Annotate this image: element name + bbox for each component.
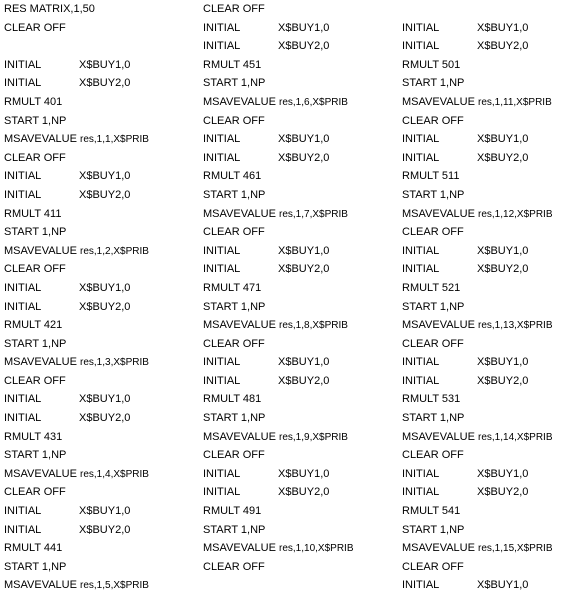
code-statement: MSAVEVALUE res,1,2,X$PRIB (4, 244, 149, 257)
code-line (4, 431, 194, 450)
code-line (203, 115, 398, 134)
code-argument: X$BUY1,0 (477, 579, 529, 592)
code-statement: START 1,NP (203, 188, 266, 201)
code-statement: RMULT 481 (203, 393, 262, 406)
code-argument: X$BUY1,0 (79, 281, 131, 294)
code-statement: RMULT 511 (402, 170, 460, 183)
code-line (4, 245, 194, 264)
code-statement: CLEAR OFF (4, 486, 66, 499)
code-line (203, 189, 398, 208)
code-statement: START 1,NP (4, 114, 67, 127)
code-argument: X$BUY2,0 (79, 77, 131, 90)
code-statement: CLEAR OFF (402, 337, 464, 350)
code-statement: INITIAL (4, 300, 42, 313)
code-statement: RES MATRIX,1,50 (4, 3, 95, 15)
code-line (4, 412, 194, 431)
code-line (4, 282, 194, 301)
code-statement: START 1,NP (402, 523, 465, 536)
code-statement: INITIAL (4, 188, 42, 201)
code-line (4, 561, 194, 580)
code-argument: X$BUY1,0 (79, 58, 131, 71)
code-line (4, 486, 194, 505)
code-line (203, 449, 398, 468)
code-statement: START 1,NP (402, 77, 465, 90)
code-line (203, 338, 398, 357)
code-line (203, 356, 398, 375)
code-statement: CLEAR OFF (402, 449, 464, 462)
code-line (402, 561, 560, 580)
code-line (402, 282, 560, 301)
code-statement: MSAVEVALUE res,1,1,X$PRIB (4, 133, 149, 146)
code-statement: RMULT 531 (402, 393, 461, 406)
code-line (4, 505, 194, 524)
code-statement: INITIAL (4, 393, 42, 406)
code-line (4, 40, 194, 59)
code-argument: X$BUY2,0 (278, 263, 330, 276)
code-line (4, 319, 194, 338)
code-line (402, 170, 560, 189)
code-line (402, 486, 560, 505)
code-line (402, 3, 560, 22)
code-argument: X$BUY1,0 (477, 21, 529, 34)
code-argument: X$BUY2,0 (477, 263, 529, 276)
code-line (4, 133, 194, 152)
code-line (203, 431, 398, 450)
code-line (402, 356, 560, 375)
code-line (402, 263, 560, 282)
code-line (402, 505, 560, 524)
code-line (4, 152, 194, 171)
code-line (402, 189, 560, 208)
code-statement: MSAVEVALUE res,1,14,X$PRIB (402, 430, 553, 443)
code-statement: START 1,NP (402, 300, 465, 313)
code-line (402, 115, 560, 134)
code-statement: CLEAR OFF (4, 151, 66, 164)
code-statement: START 1,NP (4, 560, 67, 573)
code-argument: X$BUY1,0 (79, 393, 131, 406)
code-line (402, 319, 560, 338)
code-argument: X$BUY1,0 (477, 244, 529, 257)
code-line (203, 245, 398, 264)
code-argument: X$BUY2,0 (477, 374, 529, 387)
code-statement: RMULT 491 (203, 505, 262, 518)
code-line (4, 393, 194, 412)
code-statement: INITIAL (402, 151, 440, 164)
code-statement: MSAVEVALUE res,1,15,X$PRIB (402, 542, 553, 555)
code-line (203, 208, 398, 227)
code-statement: CLEAR OFF (4, 21, 66, 34)
code-statement: INITIAL (4, 281, 42, 294)
code-argument: X$BUY2,0 (278, 151, 330, 164)
code-statement: RMULT 401 (4, 95, 63, 108)
code-statement: INITIAL (203, 151, 241, 164)
code-statement: INITIAL (4, 77, 42, 90)
code-argument: X$BUY2,0 (278, 40, 330, 53)
code-line (4, 449, 194, 468)
code-line (203, 486, 398, 505)
code-column-2 (203, 3, 398, 579)
code-statement: INITIAL (402, 40, 440, 53)
code-line (4, 338, 194, 357)
code-argument: X$BUY1,0 (278, 356, 330, 369)
code-line (402, 22, 560, 41)
code-line (203, 170, 398, 189)
code-statement: MSAVEVALUE res,1,9,X$PRIB (203, 430, 348, 443)
code-statement: RMULT 451 (203, 58, 262, 71)
code-line (402, 301, 560, 320)
code-line (4, 208, 194, 227)
code-statement: START 1,NP (4, 337, 67, 350)
code-statement: RMULT 541 (402, 505, 461, 518)
code-line (4, 356, 194, 375)
code-statement: INITIAL (203, 467, 241, 480)
code-statement: CLEAR OFF (4, 263, 66, 276)
code-argument: X$BUY1,0 (477, 467, 529, 480)
code-line (203, 22, 398, 41)
code-statement: MSAVEVALUE res,1,5,X$PRIB (4, 579, 149, 592)
code-line (402, 449, 560, 468)
code-line (4, 301, 194, 320)
code-line (203, 133, 398, 152)
code-line (4, 59, 194, 78)
code-line (402, 59, 560, 78)
code-argument: X$BUY1,0 (477, 133, 529, 146)
code-line (402, 412, 560, 431)
code-argument: X$BUY1,0 (79, 505, 131, 518)
code-line (203, 542, 398, 561)
code-statement: RMULT 521 (402, 281, 461, 294)
code-statement: MSAVEVALUE res,1,7,X$PRIB (203, 207, 348, 220)
code-statement: INITIAL (402, 374, 440, 387)
code-line (4, 226, 194, 245)
code-line (402, 524, 560, 543)
code-argument: X$BUY2,0 (477, 486, 529, 499)
code-statement: START 1,NP (402, 188, 465, 201)
code-statement: INITIAL (402, 486, 440, 499)
code-statement: INITIAL (4, 170, 42, 183)
code-statement: MSAVEVALUE res,1,6,X$PRIB (203, 95, 348, 108)
code-line (203, 505, 398, 524)
code-statement: RMULT 421 (4, 319, 63, 332)
code-column-1 (4, 3, 194, 598)
code-argument: X$BUY2,0 (79, 523, 131, 536)
code-statement: CLEAR OFF (203, 337, 265, 350)
code-statement: START 1,NP (203, 412, 266, 425)
code-line (402, 468, 560, 487)
code-line (4, 579, 194, 598)
code-statement: CLEAR OFF (402, 114, 464, 127)
code-line (203, 561, 398, 580)
code-statement: INITIAL (4, 505, 42, 518)
code-argument: X$BUY1,0 (278, 467, 330, 480)
code-statement: CLEAR OFF (402, 226, 464, 239)
code-argument: X$BUY1,0 (278, 21, 330, 34)
code-line (4, 468, 194, 487)
code-statement: MSAVEVALUE res,1,11,X$PRIB (402, 95, 552, 108)
code-line (203, 77, 398, 96)
code-argument: X$BUY1,0 (278, 244, 330, 257)
code-line (4, 96, 194, 115)
code-line (203, 96, 398, 115)
code-line (203, 226, 398, 245)
code-line (4, 263, 194, 282)
code-argument: X$BUY2,0 (477, 151, 529, 164)
code-line (402, 208, 560, 227)
code-line (203, 282, 398, 301)
code-statement: RMULT 411 (4, 207, 62, 220)
code-line (4, 3, 194, 22)
code-statement: INITIAL (203, 356, 241, 369)
code-statement: START 1,NP (203, 77, 266, 90)
code-line (203, 40, 398, 59)
code-line (203, 301, 398, 320)
code-statement: MSAVEVALUE res,1,4,X$PRIB (4, 467, 149, 480)
code-line (4, 189, 194, 208)
code-statement: INITIAL (402, 263, 440, 276)
code-line (4, 22, 194, 41)
code-line (4, 524, 194, 543)
code-line (203, 375, 398, 394)
code-line (402, 40, 560, 59)
code-argument: X$BUY2,0 (79, 188, 131, 201)
code-statement: START 1,NP (4, 226, 67, 239)
code-line (4, 115, 194, 134)
code-statement: MSAVEVALUE res,1,10,X$PRIB (203, 542, 354, 555)
code-line (4, 77, 194, 96)
code-statement: INITIAL (402, 579, 440, 592)
code-line (4, 542, 194, 561)
code-line (402, 542, 560, 561)
code-statement: INITIAL (203, 244, 241, 257)
code-line (402, 133, 560, 152)
code-statement: MSAVEVALUE res,1,3,X$PRIB (4, 356, 149, 369)
code-statement: START 1,NP (4, 449, 67, 462)
code-statement: MSAVEVALUE res,1,13,X$PRIB (402, 319, 553, 332)
code-statement: MSAVEVALUE res,1,8,X$PRIB (203, 319, 348, 332)
code-statement: RMULT 471 (203, 281, 262, 294)
code-line (203, 3, 398, 22)
code-statement: START 1,NP (203, 523, 266, 536)
code-line (402, 579, 560, 598)
code-statement: RMULT 431 (4, 430, 63, 443)
code-argument: X$BUY1,0 (477, 356, 529, 369)
code-statement: CLEAR OFF (203, 3, 265, 15)
code-statement: INITIAL (4, 523, 42, 536)
code-line (203, 468, 398, 487)
code-statement: INITIAL (402, 133, 440, 146)
code-statement: CLEAR OFF (203, 560, 265, 573)
code-statement: CLEAR OFF (4, 374, 66, 387)
code-line (203, 263, 398, 282)
code-statement: START 1,NP (203, 300, 266, 313)
code-statement: INITIAL (203, 40, 241, 53)
code-line (203, 319, 398, 338)
code-statement: INITIAL (402, 21, 440, 34)
code-statement: RMULT 441 (4, 542, 63, 555)
code-line (402, 226, 560, 245)
code-line (402, 393, 560, 412)
code-argument: X$BUY1,0 (278, 133, 330, 146)
code-statement: INITIAL (402, 467, 440, 480)
code-line (402, 245, 560, 264)
code-line (402, 77, 560, 96)
code-statement: INITIAL (203, 486, 241, 499)
code-line (402, 431, 560, 450)
code-argument: X$BUY1,0 (79, 170, 131, 183)
code-line (4, 375, 194, 394)
code-statement: INITIAL (203, 133, 241, 146)
code-line (402, 152, 560, 171)
code-argument: X$BUY2,0 (79, 412, 131, 425)
code-statement: START 1,NP (402, 412, 465, 425)
code-statement: INITIAL (203, 374, 241, 387)
code-column-3 (402, 3, 560, 598)
code-argument: X$BUY2,0 (278, 486, 330, 499)
code-line (203, 393, 398, 412)
code-statement: INITIAL (4, 412, 42, 425)
code-line (203, 59, 398, 78)
code-line (402, 96, 560, 115)
code-statement: MSAVEVALUE res,1,12,X$PRIB (402, 207, 553, 220)
code-statement: RMULT 501 (402, 58, 461, 71)
code-line (203, 152, 398, 171)
code-line (402, 375, 560, 394)
code-argument: X$BUY2,0 (278, 374, 330, 387)
code-statement: CLEAR OFF (203, 114, 265, 127)
code-statement: INITIAL (402, 356, 440, 369)
code-statement: INITIAL (203, 263, 241, 276)
code-statement: INITIAL (4, 58, 42, 71)
code-line (203, 412, 398, 431)
code-statement: CLEAR OFF (203, 449, 265, 462)
code-statement: CLEAR OFF (402, 560, 464, 573)
code-statement: RMULT 461 (203, 170, 262, 183)
code-line (4, 170, 194, 189)
code-line (203, 524, 398, 543)
code-argument: X$BUY2,0 (79, 300, 131, 313)
code-line (402, 338, 560, 357)
code-statement: CLEAR OFF (203, 226, 265, 239)
code-statement: INITIAL (203, 21, 241, 34)
code-statement: INITIAL (402, 244, 440, 257)
code-argument: X$BUY2,0 (477, 40, 529, 53)
